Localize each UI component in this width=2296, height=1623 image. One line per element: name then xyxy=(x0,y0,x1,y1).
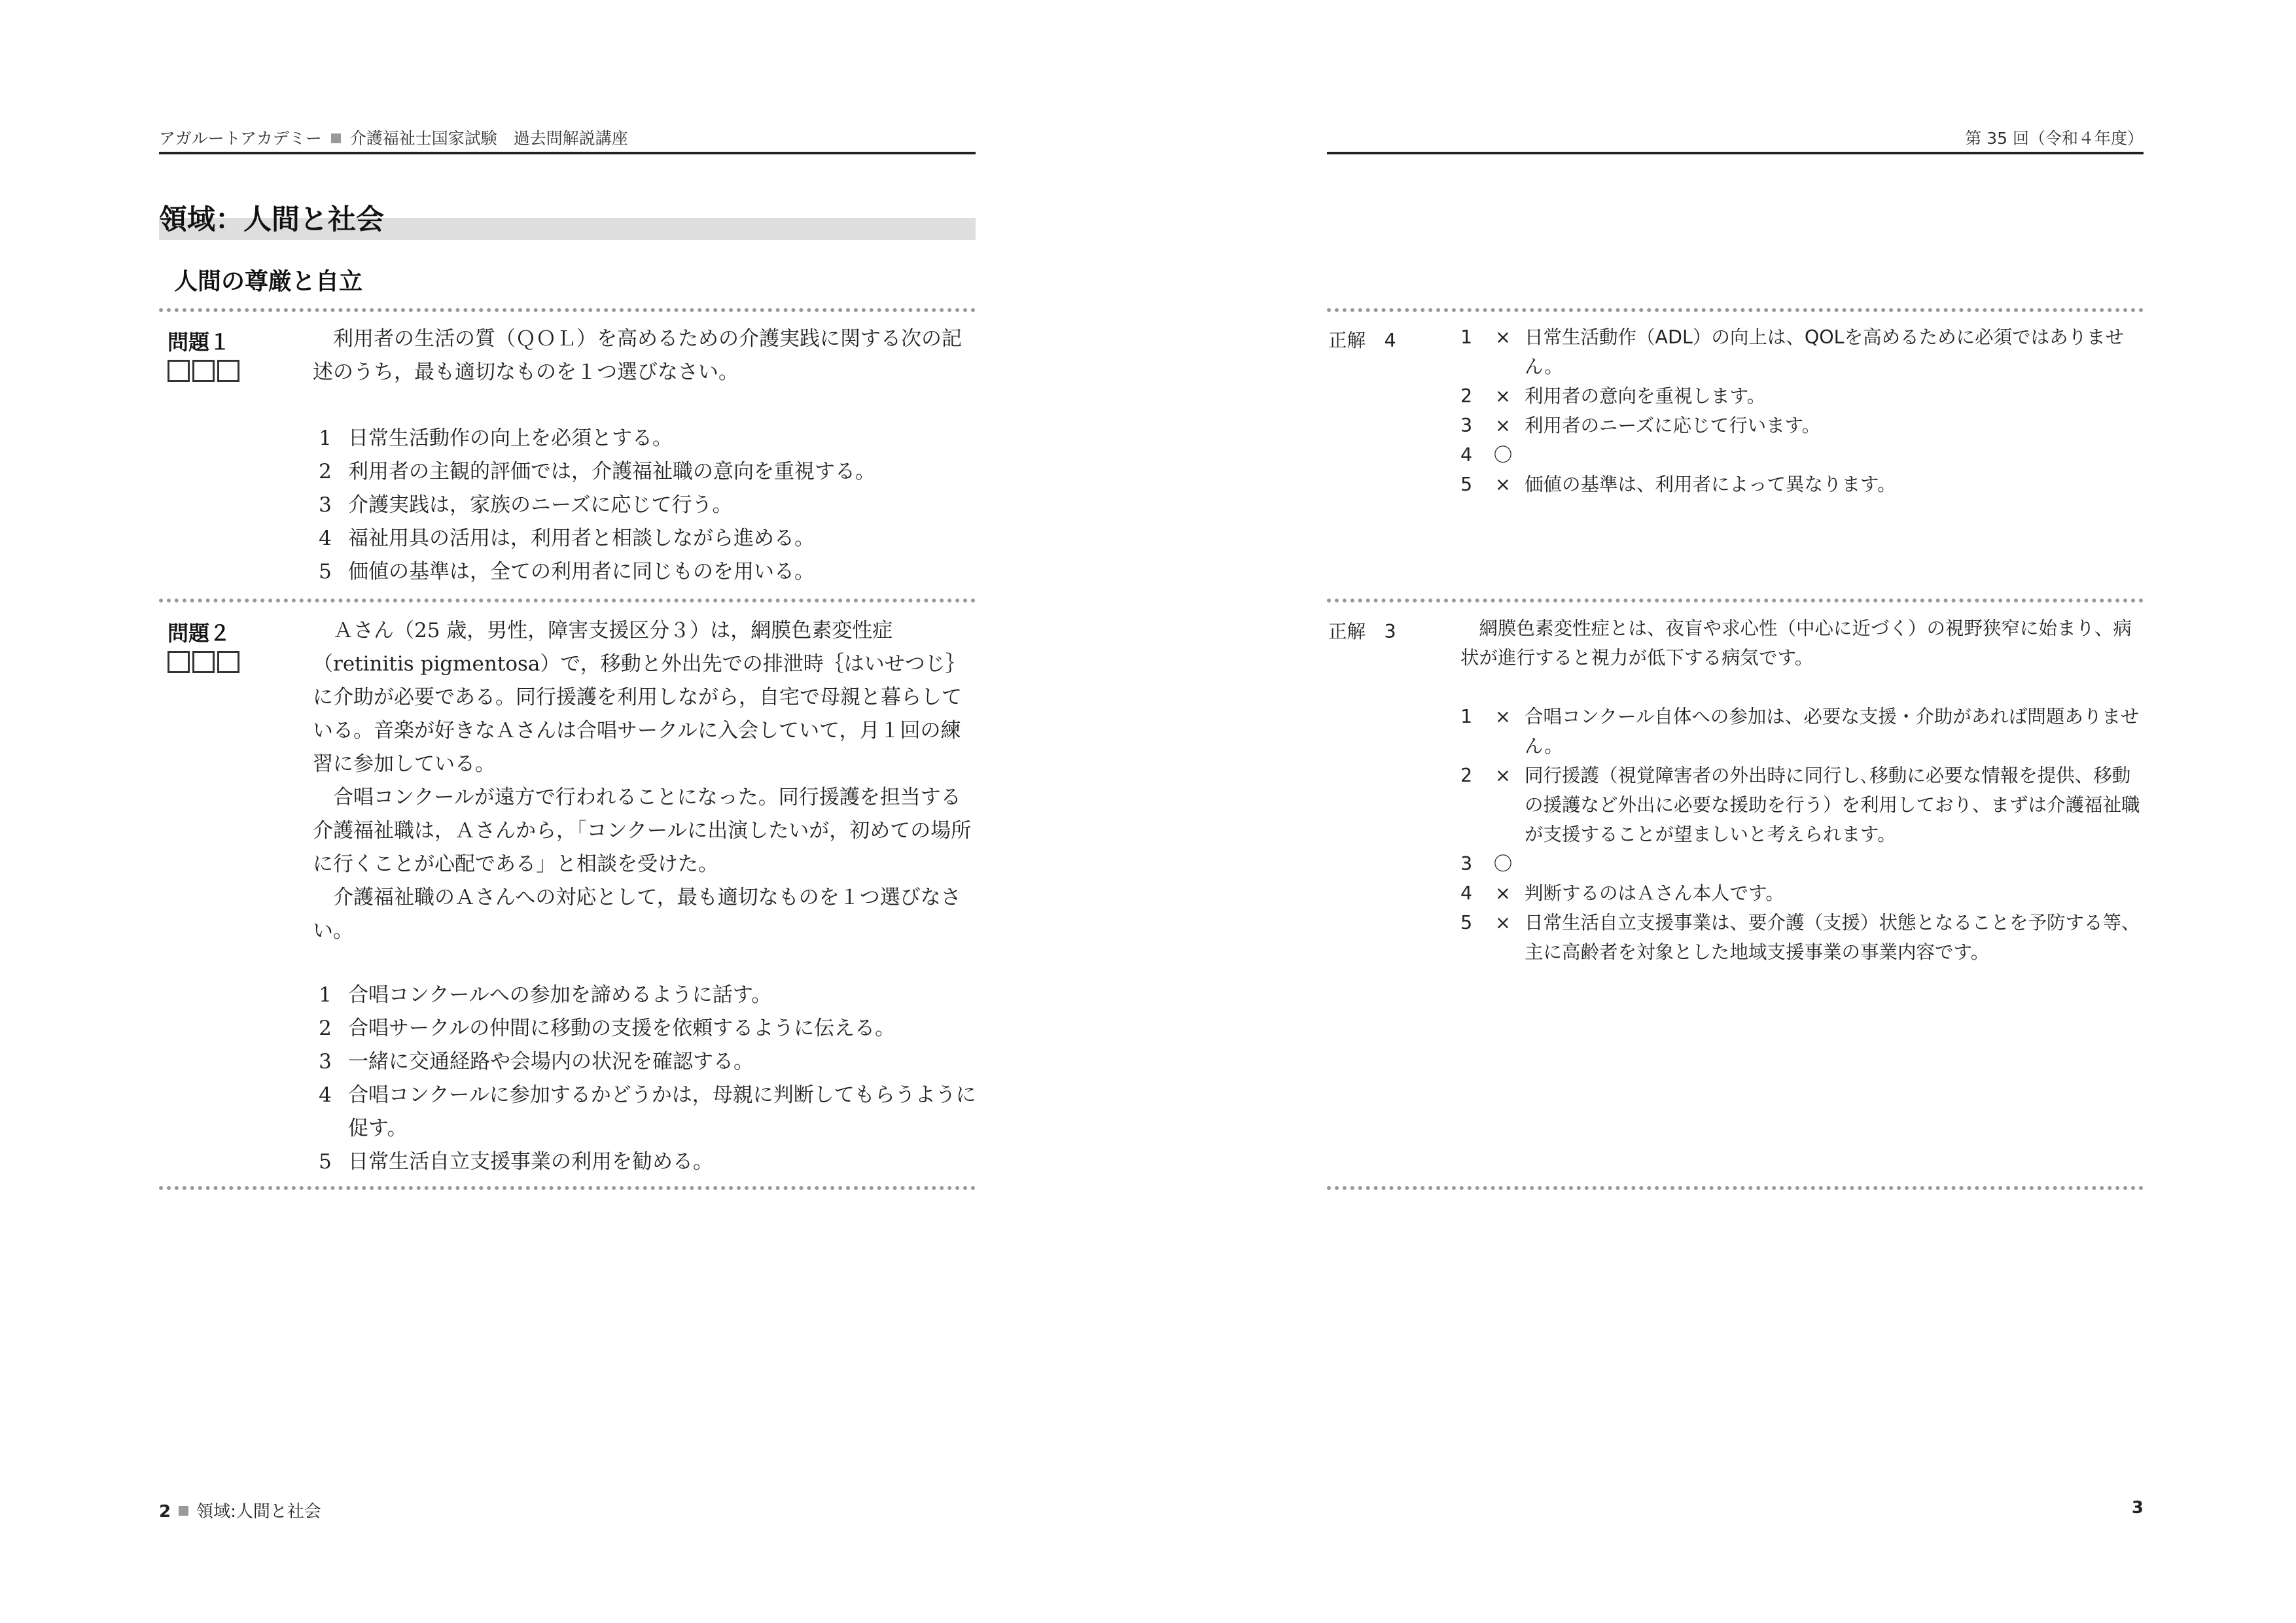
answer-number: 5 xyxy=(1460,474,1473,495)
option-text: 一緒に交通経路や会場内の状況を確認する。 xyxy=(348,1050,754,1073)
question-2-label-block xyxy=(168,617,239,673)
checkbox[interactable] xyxy=(192,651,215,673)
answer-item xyxy=(1460,879,2145,908)
question-2-body xyxy=(313,614,977,948)
option-number: 3 xyxy=(319,493,332,517)
answer-mark: × xyxy=(1495,326,1511,348)
answer-item xyxy=(1460,323,2145,381)
answer-mark: 〇 xyxy=(1493,853,1513,875)
option-item xyxy=(302,489,976,522)
checkbox[interactable] xyxy=(168,360,190,382)
question-text: Ａさん（25 歳，男性，障害支援区分３）は，網膜色素変性症（retinitis pigmentosa）で，移動と外出先での排泄時｛はいせつじ｝に介助が必要である。同行援護を利用しながら，自宅で母親と暮らしている。音楽が好きなＡさんは合唱サークルに入会していて，月１回の練習に参加している。 xyxy=(313,619,966,776)
answer-mark: × xyxy=(1495,765,1511,786)
answer-text: 日常生活自立支援事業は、要介護（支援）状態となることを予防する等、主に高齢者を対象とした地域支援事業の事業内容です。 xyxy=(1525,912,2140,963)
square-bullet-icon xyxy=(179,1506,188,1516)
option-text: 介護実践は，家族のニーズに応じて行う。 xyxy=(348,493,733,517)
answer-2-items xyxy=(1460,702,2145,967)
answer-2-intro-block xyxy=(1460,614,2145,672)
answer-mark: × xyxy=(1495,706,1511,727)
option-text: 利用者の主観的評価では，介護福祉職の意向を重視する。 xyxy=(348,460,875,483)
question-text: 介護福祉職のＡさんへの対応として，最も適切なものを１つ選びなさい。 xyxy=(313,886,961,943)
option-item xyxy=(302,522,976,555)
answer-text: 利用者の意向を重視します。 xyxy=(1525,385,1766,407)
option-item xyxy=(302,422,976,455)
option-text: 合唱サークルの仲間に移動の支援を依頼するように伝える。 xyxy=(348,1017,896,1040)
dotted-separator xyxy=(159,308,976,312)
checkbox[interactable] xyxy=(217,651,239,673)
answer-text: 判断するのはＡさん本人です。 xyxy=(1525,882,1784,904)
answer-mark: × xyxy=(1495,912,1511,934)
answer-item xyxy=(1460,411,2145,440)
option-number: 5 xyxy=(319,1150,332,1174)
checkbox[interactable] xyxy=(168,651,190,673)
answer-number: 3 xyxy=(1460,853,1473,875)
check-boxes xyxy=(168,360,239,382)
answer-text: 同行援護（視覚障害者の外出時に同行し､移動に必要な情報を提供、移動の援護など外出に必要な援助を行う）を利用しており、まずは介護福祉職が支援することが望ましいと考えられます。 xyxy=(1525,765,2140,845)
answer-number: 3 xyxy=(1460,415,1473,436)
header-rule-right xyxy=(1327,152,2144,154)
answer-1-label: 正解 4 xyxy=(1328,330,1396,351)
answer-item xyxy=(1460,702,2145,761)
answer-item xyxy=(1460,470,2145,499)
square-bullet-icon xyxy=(331,133,341,143)
answer-number: 4 xyxy=(1460,882,1473,904)
answer-mark: 〇 xyxy=(1493,444,1513,466)
answer-text: 価値の基準は、利用者によって異なります。 xyxy=(1525,474,1896,495)
question-text: 合唱コンクールが遠方で行われることになった。同行援護を担当する介護福祉職は，Ａさんから，「コンクールに出演したいが，初めての場所に行くことが心配である」と相談を受けた。 xyxy=(313,786,972,876)
option-item xyxy=(302,979,976,1012)
dotted-separator xyxy=(159,1186,976,1190)
answer-intro: 網膜色素変性症とは、夜盲や求心性（中心に近づく）の視野狭窄に始まり、病状が進行すると視力が低下する病気です。 xyxy=(1460,618,2132,669)
question-text: 利用者の生活の質（ＱＯＬ）を高めるための介護実践に関する次の記述のうち，最も適切なものを１つ選びなさい。 xyxy=(313,327,962,384)
option-number: 1 xyxy=(319,983,332,1007)
option-item xyxy=(302,1145,976,1179)
answer-item xyxy=(1460,761,2145,849)
section-subtitle: 人間の尊厳と自立 xyxy=(174,268,363,295)
answer-item xyxy=(1460,908,2145,967)
answer-number: 5 xyxy=(1460,912,1473,934)
answer-text xyxy=(1521,849,2145,879)
dotted-separator xyxy=(1327,1186,2144,1190)
dotted-separator xyxy=(1327,599,2144,602)
option-item xyxy=(302,1045,976,1079)
header-rule-left xyxy=(159,152,976,154)
answer-text: 利用者のニーズに応じて行います。 xyxy=(1525,415,1821,436)
option-number: 1 xyxy=(319,427,332,450)
answer-item xyxy=(1460,381,2145,411)
answer-item xyxy=(1460,440,2145,470)
answer-mark: × xyxy=(1495,882,1511,904)
question-1-options xyxy=(302,422,976,589)
answer-1-items xyxy=(1460,323,2145,499)
option-number: 5 xyxy=(319,560,332,584)
header-course: 介護福祉士国家試験 過去問解説講座 xyxy=(349,129,628,148)
header-left xyxy=(159,126,628,149)
option-text: 合唱コンクールに参加するかどうかは，母親に判断してもらうように促す。 xyxy=(348,1083,976,1140)
option-number: 3 xyxy=(319,1050,332,1073)
answer-number: 2 xyxy=(1460,385,1473,407)
option-number: 2 xyxy=(319,460,332,483)
option-number: 4 xyxy=(319,1083,332,1107)
answer-text: 日常生活動作（ADL）の向上は、QOLを高めるために必須ではありません。 xyxy=(1525,326,2125,377)
answer-mark: × xyxy=(1495,474,1511,495)
answer-text xyxy=(1521,440,2145,470)
option-text: 合唱コンクールへの参加を諦めるように話す。 xyxy=(348,983,772,1007)
option-text: 福祉用具の活用は，利用者と相談しながら進める。 xyxy=(348,527,815,550)
option-text: 日常生活動作の向上を必須とする。 xyxy=(348,427,673,450)
answer-number: 2 xyxy=(1460,765,1473,786)
header-right: 第 35 回（令和４年度） xyxy=(1965,129,2144,148)
option-item xyxy=(302,555,976,589)
answer-number: 4 xyxy=(1460,444,1473,466)
question-label: 問題２ xyxy=(168,621,231,646)
page-number: 2 xyxy=(159,1502,171,1522)
footer-section: 領域:人間と社会 xyxy=(196,1502,321,1522)
option-number: 2 xyxy=(319,1017,332,1040)
answer-mark: × xyxy=(1495,385,1511,407)
answer-text: 合唱コンクール自体への参加は、必要な支援・介助があれば問題ありません。 xyxy=(1525,706,2140,757)
answer-2-label: 正解 3 xyxy=(1328,621,1396,642)
option-item xyxy=(302,1012,976,1045)
answer-number: 1 xyxy=(1460,326,1473,348)
dotted-separator xyxy=(159,599,976,602)
option-text: 価値の基準は，全ての利用者に同じものを用いる。 xyxy=(348,560,815,584)
footer-left xyxy=(159,1498,321,1522)
dotted-separator xyxy=(1327,308,2144,312)
question-1-label-block xyxy=(168,326,239,382)
question-label: 問題１ xyxy=(168,330,231,355)
header-brand: アガルートアカデミー xyxy=(159,129,322,148)
checkbox[interactable] xyxy=(192,360,215,382)
check-boxes xyxy=(168,651,239,673)
answer-number: 1 xyxy=(1460,706,1473,727)
checkbox[interactable] xyxy=(217,360,239,382)
question-1-body xyxy=(313,323,977,389)
option-item xyxy=(302,455,976,489)
option-text: 日常生活自立支援事業の利用を勧める。 xyxy=(348,1150,713,1174)
answer-item xyxy=(1460,849,2145,879)
option-item xyxy=(302,1079,976,1145)
footer-right xyxy=(2132,1498,2144,1518)
page-number: 3 xyxy=(2131,1498,2144,1518)
option-number: 4 xyxy=(319,527,332,550)
section-title: 領域：人間と社会 xyxy=(159,203,384,236)
answer-mark: × xyxy=(1495,415,1511,436)
question-2-options xyxy=(302,979,976,1179)
